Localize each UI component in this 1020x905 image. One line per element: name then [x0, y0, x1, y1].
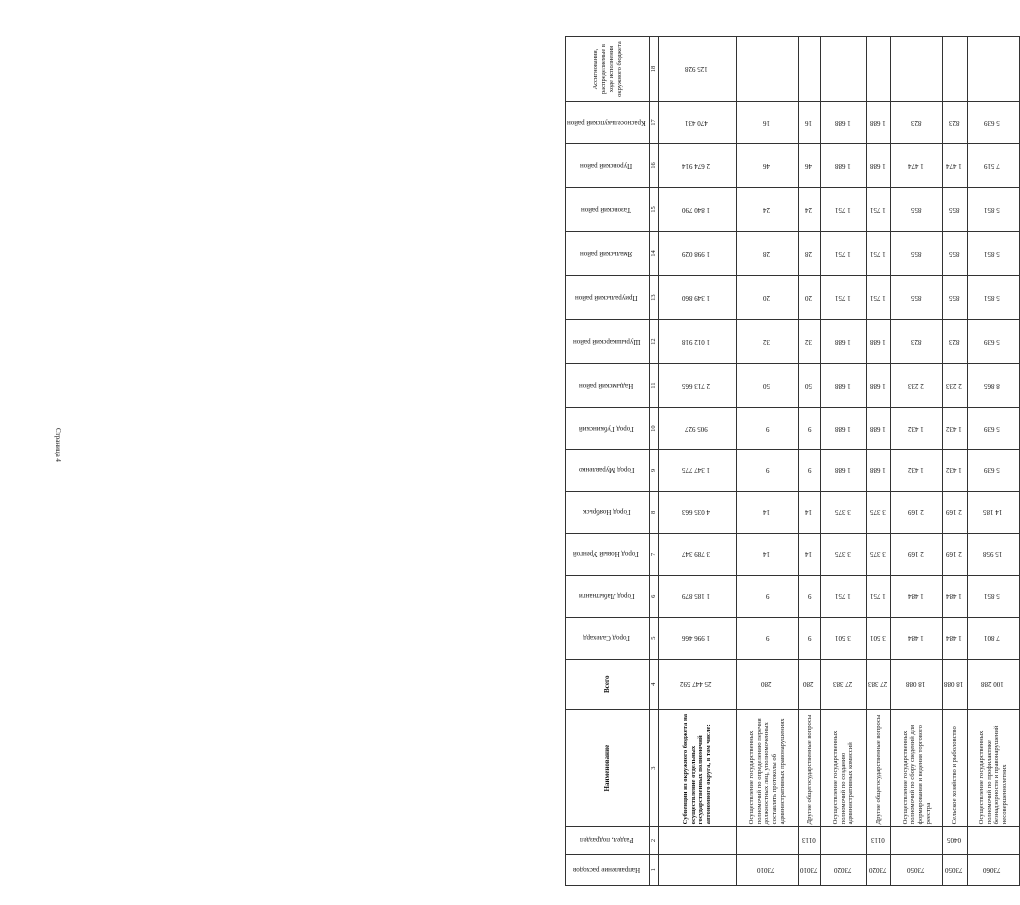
value-cell: 9 [798, 575, 821, 617]
value-cell: 823 [943, 320, 967, 364]
value-cell: 9 [736, 617, 798, 659]
column-header [566, 232, 650, 276]
value-cell: 1 751 [821, 276, 867, 320]
value-cell: 2 233 [891, 364, 943, 408]
column-header-label: Ямальский район [580, 249, 633, 258]
column-number: 14 [649, 232, 658, 276]
value-cell: 1 751 [867, 575, 891, 617]
table-row [943, 37, 967, 886]
column-number: 16 [649, 144, 658, 188]
value-cell: 1 688 [821, 408, 867, 450]
value-cell: 1 432 [943, 408, 967, 450]
value-cell: 1 688 [867, 364, 891, 408]
value-cell: 14 [798, 533, 821, 575]
column-header-label: Ассигнования, распределяемые в ходе исполнения окружного бюджета [592, 41, 624, 97]
column-header-label: Тазовский район [581, 205, 632, 214]
column-number: 2 [649, 827, 658, 854]
value-cell: 1 996 466 [658, 617, 736, 659]
value-cell: 5 639 [967, 450, 1019, 492]
value-cell [867, 37, 891, 102]
value-cell: 1 484 [891, 617, 943, 659]
value-cell [736, 37, 798, 102]
value-cell: 9 [798, 617, 821, 659]
column-header-label: Шурышкарский район [572, 337, 641, 346]
column-header-label: Город Новый Уренгой [573, 550, 640, 559]
value-cell: 3 375 [867, 491, 891, 533]
value-cell: 823 [943, 102, 967, 144]
value-cell: 1 688 [821, 102, 867, 144]
value-cell: 125 928 [658, 37, 736, 102]
name-cell: Субвенции из окружного бюджета на осуществление отдельных государственных полномочий автономного округа, в том числе: [658, 709, 736, 826]
value-cell: 280 [736, 659, 798, 709]
column-header [566, 450, 650, 492]
column-number: 9 [649, 450, 658, 492]
value-cell: 1 751 [821, 232, 867, 276]
section-cell: 0405 [943, 827, 967, 854]
value-cell: 24 [798, 188, 821, 232]
column-header [566, 102, 650, 144]
expense-direction-cell: 73050 [891, 854, 943, 885]
expense-direction-cell: 73010 [736, 854, 798, 885]
table-row [821, 37, 867, 886]
value-cell: 9 [736, 408, 798, 450]
value-cell: 3 375 [821, 491, 867, 533]
column-header-label: Пуровский район [580, 161, 633, 170]
name-cell: Другие общегосударственные вопросы [867, 709, 891, 826]
value-cell: 1 349 860 [658, 276, 736, 320]
value-cell [891, 37, 943, 102]
value-cell: 7 519 [967, 144, 1019, 188]
expense-direction-cell: 73020 [821, 854, 867, 885]
column-number: 3 [649, 709, 658, 826]
value-cell: 2 169 [943, 491, 967, 533]
value-cell: 27 383 [821, 659, 867, 709]
expense-direction-cell [658, 854, 736, 885]
value-cell: 27 383 [867, 659, 891, 709]
value-cell: 1 688 [867, 320, 891, 364]
page-number: Страница 4 [54, 428, 62, 462]
value-cell: 1 185 879 [658, 575, 736, 617]
column-number: 1 [649, 854, 658, 885]
value-cell: 1 751 [821, 188, 867, 232]
value-cell: 1 688 [867, 408, 891, 450]
column-header-label: Красноселькупский район [567, 118, 646, 127]
table-row [867, 37, 891, 886]
column-number: 12 [649, 320, 658, 364]
column-header [566, 659, 650, 709]
table-row [658, 37, 736, 886]
column-header [566, 617, 650, 659]
value-cell: 16 [736, 102, 798, 144]
value-cell: 1 688 [867, 450, 891, 492]
value-cell: 1 474 [891, 144, 943, 188]
value-cell: 855 [943, 188, 967, 232]
value-cell: 3 375 [821, 533, 867, 575]
name-cell: Осуществление государственных полномочий по профилактике безнадзорности и правонарушений несовершеннолетних [967, 709, 1019, 826]
name-cell: Осуществление государственных полномочий по сбору сведений для формирования и ведения торгового реестра [891, 709, 943, 826]
column-number: 8 [649, 491, 658, 533]
rotated-table-container [565, 36, 1008, 886]
column-header-label: Приуральский район [575, 293, 638, 302]
column-number: 18 [649, 37, 658, 102]
column-header-label: Наименование [603, 744, 612, 792]
value-cell: 100 288 [967, 659, 1019, 709]
value-cell: 3 375 [867, 533, 891, 575]
value-cell [967, 37, 1019, 102]
value-cell: 1 688 [821, 320, 867, 364]
section-cell [891, 827, 943, 854]
column-header [566, 364, 650, 408]
expense-direction-cell: 73060 [967, 854, 1019, 885]
value-cell: 5 851 [967, 232, 1019, 276]
value-cell: 7 801 [967, 617, 1019, 659]
section-cell: 0113 [798, 827, 821, 854]
value-cell: 9 [798, 408, 821, 450]
column-number: 17 [649, 102, 658, 144]
value-cell: 5 639 [967, 102, 1019, 144]
value-cell: 280 [798, 659, 821, 709]
value-cell: 1 484 [943, 575, 967, 617]
value-cell [798, 37, 821, 102]
name-cell: Сельское хозяйство и рыболовство [943, 709, 967, 826]
column-number: 13 [649, 276, 658, 320]
header-row [566, 37, 650, 886]
column-number: 11 [649, 364, 658, 408]
value-cell: 855 [891, 232, 943, 276]
table-body [658, 37, 1019, 886]
value-cell: 1 012 918 [658, 320, 736, 364]
value-cell: 1 688 [867, 144, 891, 188]
value-cell: 50 [798, 364, 821, 408]
value-cell: 8 865 [967, 364, 1019, 408]
name-cell: Осуществление государственных полномочий по созданию административных комиссий [821, 709, 867, 826]
value-cell: 1 484 [943, 617, 967, 659]
value-cell: 1 432 [943, 450, 967, 492]
name-cell: Другие общегосударственные вопросы [798, 709, 821, 826]
column-header-label: Город Муравленко [578, 466, 634, 475]
value-cell: 3 789 347 [658, 533, 736, 575]
value-cell: 823 [891, 320, 943, 364]
value-cell: 5 851 [967, 575, 1019, 617]
value-cell: 470 431 [658, 102, 736, 144]
section-cell [967, 827, 1019, 854]
column-number-row [649, 37, 658, 886]
value-cell: 9 [798, 450, 821, 492]
section-cell [821, 827, 867, 854]
value-cell: 1 751 [867, 232, 891, 276]
column-header-label: Всего [603, 675, 612, 694]
value-cell: 905 927 [658, 408, 736, 450]
value-cell [943, 37, 967, 102]
column-number: 10 [649, 408, 658, 450]
value-cell: 32 [798, 320, 821, 364]
column-header [566, 37, 650, 102]
value-cell: 1 688 [821, 144, 867, 188]
column-header [566, 709, 650, 826]
value-cell: 1 751 [867, 188, 891, 232]
column-header-label: Город Салехард [582, 634, 630, 643]
value-cell: 25 447 592 [658, 659, 736, 709]
value-cell: 1 432 [891, 408, 943, 450]
value-cell: 2 169 [943, 533, 967, 575]
value-cell: 855 [891, 276, 943, 320]
column-header [566, 408, 650, 450]
column-header-label: Город Губкинский [579, 424, 634, 433]
value-cell: 28 [736, 232, 798, 276]
value-cell: 5 639 [967, 320, 1019, 364]
column-header-label: Надымский район [579, 381, 634, 390]
expense-direction-cell: 73050 [943, 854, 967, 885]
column-number: 4 [649, 659, 658, 709]
value-cell: 3 501 [821, 617, 867, 659]
column-header [566, 533, 650, 575]
value-cell: 46 [736, 144, 798, 188]
value-cell: 855 [943, 276, 967, 320]
value-cell: 1 688 [821, 450, 867, 492]
column-header [566, 575, 650, 617]
column-number: 5 [649, 617, 658, 659]
value-cell: 2 674 914 [658, 144, 736, 188]
table-row [967, 37, 1019, 886]
value-cell: 14 [736, 533, 798, 575]
value-cell: 1 688 [867, 102, 891, 144]
table-row [736, 37, 798, 886]
column-number: 6 [649, 575, 658, 617]
value-cell: 2 169 [891, 533, 943, 575]
column-header [566, 320, 650, 364]
value-cell: 5 851 [967, 188, 1019, 232]
value-cell: 18 088 [943, 659, 967, 709]
table-row [798, 37, 821, 886]
data-table [565, 36, 1020, 886]
column-header [566, 188, 650, 232]
expense-direction-cell: 73010 [798, 854, 821, 885]
expense-direction-cell: 73020 [867, 854, 891, 885]
column-header [566, 854, 650, 885]
value-cell: 1 474 [943, 144, 967, 188]
value-cell: 1 840 790 [658, 188, 736, 232]
section-cell [658, 827, 736, 854]
column-number: 15 [649, 188, 658, 232]
value-cell: 1 432 [891, 450, 943, 492]
value-cell: 14 185 [967, 491, 1019, 533]
value-cell: 24 [736, 188, 798, 232]
value-cell: 15 958 [967, 533, 1019, 575]
value-cell: 28 [798, 232, 821, 276]
value-cell: 1 484 [891, 575, 943, 617]
value-cell: 14 [798, 491, 821, 533]
column-header [566, 144, 650, 188]
value-cell: 9 [736, 450, 798, 492]
column-header-label: Город Лабытнанги [578, 592, 635, 601]
value-cell: 4 035 663 [658, 491, 736, 533]
value-cell: 50 [736, 364, 798, 408]
value-cell: 1 751 [867, 276, 891, 320]
value-cell: 2 233 [943, 364, 967, 408]
section-cell: 0113 [867, 827, 891, 854]
column-header-label: Раздел, подраздел [579, 836, 633, 845]
value-cell: 855 [891, 188, 943, 232]
value-cell: 20 [798, 276, 821, 320]
name-cell: Осуществление государственных полномочий по определению перечня должностных лиц, уполномоченных составлять протоколы об административных правонарушениях [736, 709, 798, 826]
value-cell: 823 [891, 102, 943, 144]
value-cell: 3 501 [867, 617, 891, 659]
column-header [566, 276, 650, 320]
value-cell: 1 688 [821, 364, 867, 408]
value-cell: 1 751 [821, 575, 867, 617]
value-cell: 855 [943, 232, 967, 276]
value-cell: 5 639 [967, 408, 1019, 450]
value-cell: 18 088 [891, 659, 943, 709]
value-cell [821, 37, 867, 102]
value-cell: 14 [736, 491, 798, 533]
value-cell: 9 [736, 575, 798, 617]
value-cell: 2 169 [891, 491, 943, 533]
value-cell: 46 [798, 144, 821, 188]
column-header [566, 491, 650, 533]
value-cell: 1 347 775 [658, 450, 736, 492]
column-number: 7 [649, 533, 658, 575]
value-cell: 5 851 [967, 276, 1019, 320]
table-row [891, 37, 943, 886]
value-cell: 20 [736, 276, 798, 320]
column-header-label: Город Ноябрьск [582, 508, 631, 517]
column-header [566, 827, 650, 854]
value-cell: 2 713 665 [658, 364, 736, 408]
section-cell [736, 827, 798, 854]
value-cell: 16 [798, 102, 821, 144]
value-cell: 32 [736, 320, 798, 364]
column-header-label: Направление расходов [572, 865, 640, 874]
value-cell: 1 998 029 [658, 232, 736, 276]
